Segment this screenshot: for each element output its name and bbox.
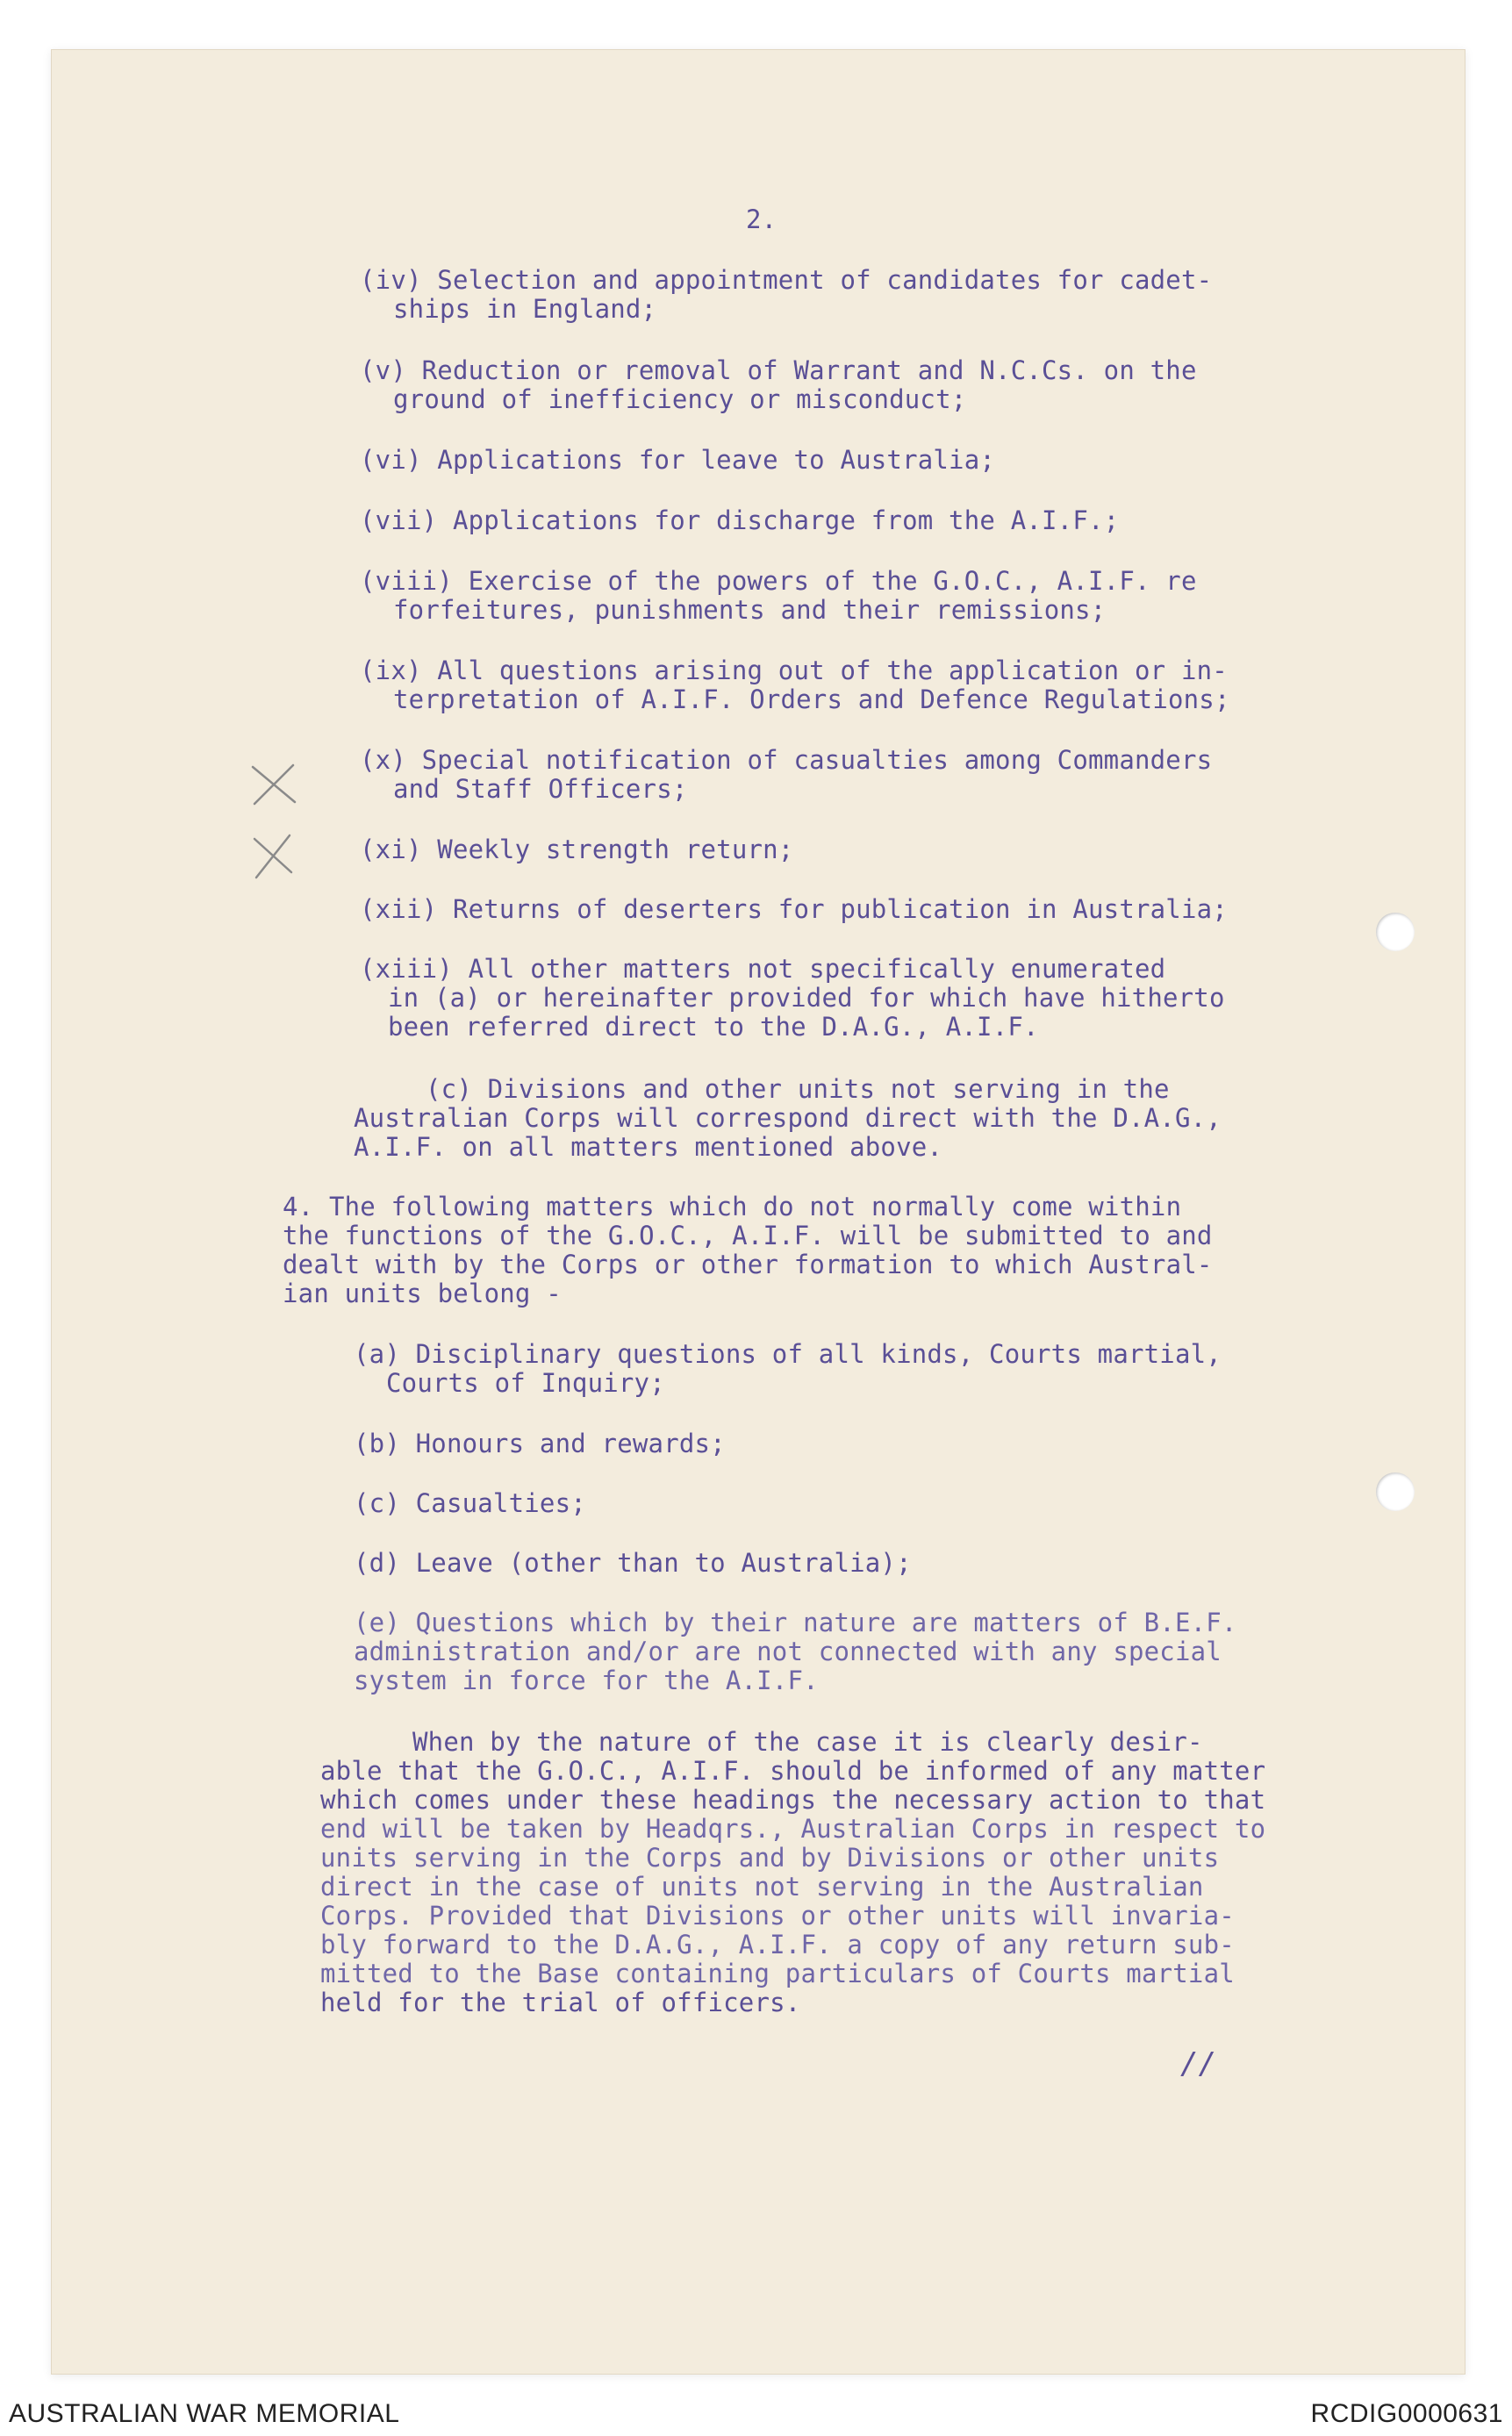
para-4-line-4: ian units belong - (283, 1279, 562, 1308)
closing-line-2: able that the G.O.C., A.I.F. should be informed of any matter (320, 1756, 1266, 1786)
item-vii: (vii) Applications for discharge from the A.I.F.; (360, 505, 1120, 535)
para-4-line-3: dealt with by the Corps or other formation to which Austral- (283, 1250, 1213, 1279)
para-c-line-3: A.I.F. on all matters mentioned above. (354, 1132, 943, 1162)
sub-item-a-line-2: Courts of Inquiry; (386, 1368, 665, 1398)
para-c-line-2: Australian Corps will correspond direct with the D.A.G., (354, 1103, 1222, 1133)
item-xii: (xii) Returns of deserters for publication in Australia; (360, 894, 1228, 924)
sub-item-e-line-2: administration and/or are not connected with any special (354, 1637, 1222, 1666)
item-viii-line-2: forfeitures, punishments and their remissions; (393, 595, 1107, 625)
page-number: 2. (746, 204, 777, 234)
para-c-line-1: (c) Divisions and other units not serving in the (426, 1074, 1170, 1104)
item-v-line-1: (v) Reduction or removal of Warrant and N.C.Cs. on the (360, 355, 1197, 385)
item-vi: (vi) Applications for leave to Australia; (360, 445, 996, 475)
item-viii-line-1: (viii) Exercise of the powers of the G.O.C., A.I.F. re (360, 566, 1197, 596)
item-ix-line-1: (ix) All questions arising out of the application or in- (360, 656, 1228, 685)
pencil-cross-mark-icon (247, 830, 300, 881)
closing-line-3: which comes under these headings the necessary action to that (320, 1785, 1266, 1815)
sub-item-d: (d) Leave (other than to Australia); (354, 1548, 912, 1578)
punch-hole-upper (1376, 913, 1415, 951)
sub-item-e-line-3: system in force for the A.I.F. (354, 1666, 819, 1695)
pencil-cross-mark-icon (247, 762, 300, 807)
closing-line-10: held for the trial of officers. (320, 1988, 801, 2017)
item-ix-line-2: terpretation of A.I.F. Orders and Defence Regulations; (393, 684, 1230, 714)
item-xiii-line-1: (xiii) All other matters not specifically enumerated (360, 954, 1166, 984)
closing-line-6: direct in the case of units not serving in the Australian (320, 1872, 1204, 1902)
footer-archive-name: AUSTRALIAN WAR MEMORIAL (9, 2399, 400, 2428)
punch-hole-lower (1376, 1472, 1415, 1511)
item-x-line-2: and Staff Officers; (393, 774, 688, 804)
footer-record-id: RCDIG0000631 (1310, 2399, 1503, 2428)
item-x-line-1: (x) Special notification of casualties among Commanders (360, 745, 1213, 775)
para-4-line-2: the functions of the G.O.C., A.I.F. will be submitted to and (283, 1221, 1213, 1250)
sub-item-b: (b) Honours and rewards; (354, 1429, 726, 1458)
continuation-mark: // (1180, 2046, 1217, 2081)
closing-line-8: bly forward to the D.A.G., A.I.F. a copy of any return sub- (320, 1930, 1235, 1960)
closing-line-5: units serving in the Corps and by Divisions or other units (320, 1843, 1220, 1873)
item-iv-line-2: ships in England; (393, 294, 657, 324)
item-xi: (xi) Weekly strength return; (360, 835, 794, 864)
closing-line-4: end will be taken by Headqrs., Australian Corps in respect to (320, 1814, 1266, 1844)
sub-item-a-line-1: (a) Disciplinary questions of all kinds, Courts martial, (354, 1339, 1222, 1369)
closing-line-9: mitted to the Base containing particulars of Courts martial (320, 1959, 1235, 1988)
sub-item-c: (c) Casualties; (354, 1488, 586, 1518)
item-xiii-line-3: been referred direct to the D.A.G., A.I.F. (388, 1012, 1039, 1042)
closing-line-1: When by the nature of the case it is clearly desir- (412, 1727, 1203, 1757)
item-iv-line-1: (iv) Selection and appointment of candidates for cadet- (360, 265, 1213, 295)
item-v-line-2: ground of inefficiency or misconduct; (393, 384, 967, 414)
sub-item-e-line-1: (e) Questions which by their nature are matters of B.E.F. (354, 1608, 1237, 1637)
closing-line-7: Corps. Provided that Divisions or other units will invaria- (320, 1901, 1235, 1931)
para-4-line-1: 4. The following matters which do not normally come within (283, 1192, 1182, 1222)
item-xiii-line-2: in (a) or hereinafter provided for which have hitherto (388, 983, 1225, 1013)
